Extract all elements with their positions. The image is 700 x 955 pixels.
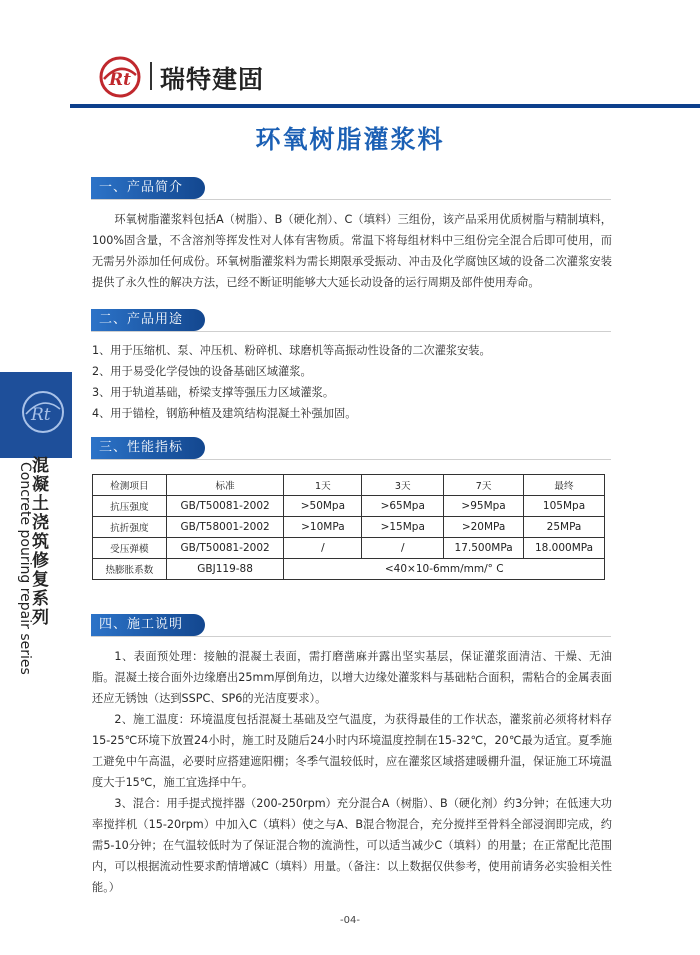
table-cell: / (362, 538, 444, 559)
intro-paragraph: 环氧树脂灌浆料包括A（树脂）、B（硬化剂）、C（填料）三组份，该产品采用优质树脂与精制填料，100%固含量，不含溶剂等挥发性对人体有害物质。常温下将每组材料中三组份完全混合后即可使用，而无需另外添加任何成份。环氧树脂灌浆料为需长期限承受振动、冲击及化学腐蚀区域的设备二次灌浆安装提供了永久性的解决方法，已经不断证明能够大大延长动设备的运行周期及部件使用寿命。 (92, 213, 612, 289)
side-logo-letters: Rt (31, 405, 51, 425)
table-cell: 抗折强度 (93, 517, 167, 538)
section-heading-performance: 三、性能指标 (91, 437, 205, 459)
performance-table (92, 474, 605, 580)
table-header-cell: 1天 (284, 475, 362, 496)
table-cell: >15Mpa (362, 517, 444, 538)
table-row (93, 538, 605, 559)
section-heading-intro: 一、产品简介 (91, 177, 205, 199)
page-header (0, 0, 700, 108)
construction-paragraph-2: 2、施工温度：环境温度包括混凝土基础及空气温度，为获得最佳的工作状态，灌浆前必须将材料存15-25℃环境下放置24小时，施工时及随后24小时内环境温度控制在15-32℃，20℃最为适宜。夏季施工避免中午高温，必要时应搭建遮阳棚；冬季气温较低时，应在灌浆区域搭建暖棚升温，保证施工环境温度大于15℃，施工宜选择中午。 (92, 713, 612, 789)
list-item: 4、用于锚栓，钢筋种植及建筑结构混凝土补强加固。 (92, 407, 357, 420)
table-cell: 热膨胀系数 (93, 559, 167, 580)
table-cell: >95Mpa (444, 496, 524, 517)
table-row (93, 496, 605, 517)
side-title-zh: 混凝土浇筑修复系列 (28, 456, 48, 627)
table-cell: 抗压强度 (93, 496, 167, 517)
table-cell: <40×10-6mm/mm/° C (284, 559, 605, 580)
logo-letters: Rt (109, 70, 131, 90)
page-number: -04- (340, 915, 360, 926)
list-item: 1、用于压缩机、泵、冲压机、粉碎机、球磨机等高振动性设备的二次灌浆安装。 (92, 344, 491, 357)
construction-paragraph-3: 3、混合：用手提式搅拌器（200-250rpm）充分混合A（树脂）、B（硬化剂）约3分钟；在低速大功率搅拌机（15-20rpm）中加入C（填料）使之与A、B混合物混合，充分搅拌至骨料全部浸润即完成，约需5-10分钟；在气温较低时为了保证混合物的流淌性，可以适当减少C（填料）的用量；在正常配比范围内，可以根据流动性要求酌情增减C（填料）用量。（备注：以上数据仅供参考，使用前请务必实验相关性能。） (92, 797, 612, 894)
section-rule (91, 199, 611, 200)
table-cell: GB/T50081-2002 (166, 538, 284, 559)
table-header-cell: 检测项目 (93, 475, 167, 496)
section-rule (91, 459, 611, 460)
table-cell: 25MPa (524, 517, 605, 538)
list-item: 2、用于易受化学侵蚀的设备基础区域灌浆。 (92, 365, 312, 378)
table-cell: 受压弹模 (93, 538, 167, 559)
table-cell: >10MPa (284, 517, 362, 538)
brand-name: 瑞特建固 (160, 65, 265, 94)
section-heading-construction: 四、施工说明 (91, 614, 205, 636)
table-row (93, 517, 605, 538)
section-rule (91, 331, 611, 332)
header-rule (70, 104, 700, 108)
table-cell: 17.500MPa (444, 538, 524, 559)
table-cell: 105Mpa (524, 496, 605, 517)
side-title-en: Concrete pouring repair series (17, 462, 33, 675)
uses-list (92, 340, 612, 424)
list-item: 3、用于轨道基础，桥梁支撑等强压力区域灌浆。 (92, 386, 335, 399)
table-header-cell: 3天 (362, 475, 444, 496)
table-cell: GB/T58001-2002 (166, 517, 284, 538)
table-cell: >65Mpa (362, 496, 444, 517)
table-cell: >20MPa (444, 517, 524, 538)
table-cell: GB/T50081-2002 (166, 496, 284, 517)
company-logo-icon (98, 55, 142, 99)
table-cell: / (284, 538, 362, 559)
side-category-tab (0, 372, 72, 458)
table-header-row (93, 475, 605, 496)
document-title: 环氧树脂灌浆料 (255, 125, 445, 154)
table-cell: >50Mpa (284, 496, 362, 517)
table-cell: 18.000MPa (524, 538, 605, 559)
table-header-cell: 7天 (444, 475, 524, 496)
table-cell: GBJ119-88 (166, 559, 284, 580)
section-rule (91, 636, 611, 637)
section-heading-uses: 二、产品用途 (91, 309, 205, 331)
construction-paragraph-1: 1、表面预处理：接触的混凝土表面，需打磨凿麻并露出坚实基层，保证灌浆面清洁、干燥、无油脂。混凝土接合面外边缘磨出25mm厚倒角边，以增大边缘处灌浆料与基础粘合面积，需粘合的金属表面还应无锈蚀（达到SSPC、SP6的光洁度要求）。 (92, 650, 612, 705)
table-row (93, 559, 605, 580)
table-header-cell: 标准 (166, 475, 284, 496)
side-logo-icon (19, 387, 67, 437)
brand-divider (150, 62, 152, 90)
table-header-cell: 最终 (524, 475, 605, 496)
